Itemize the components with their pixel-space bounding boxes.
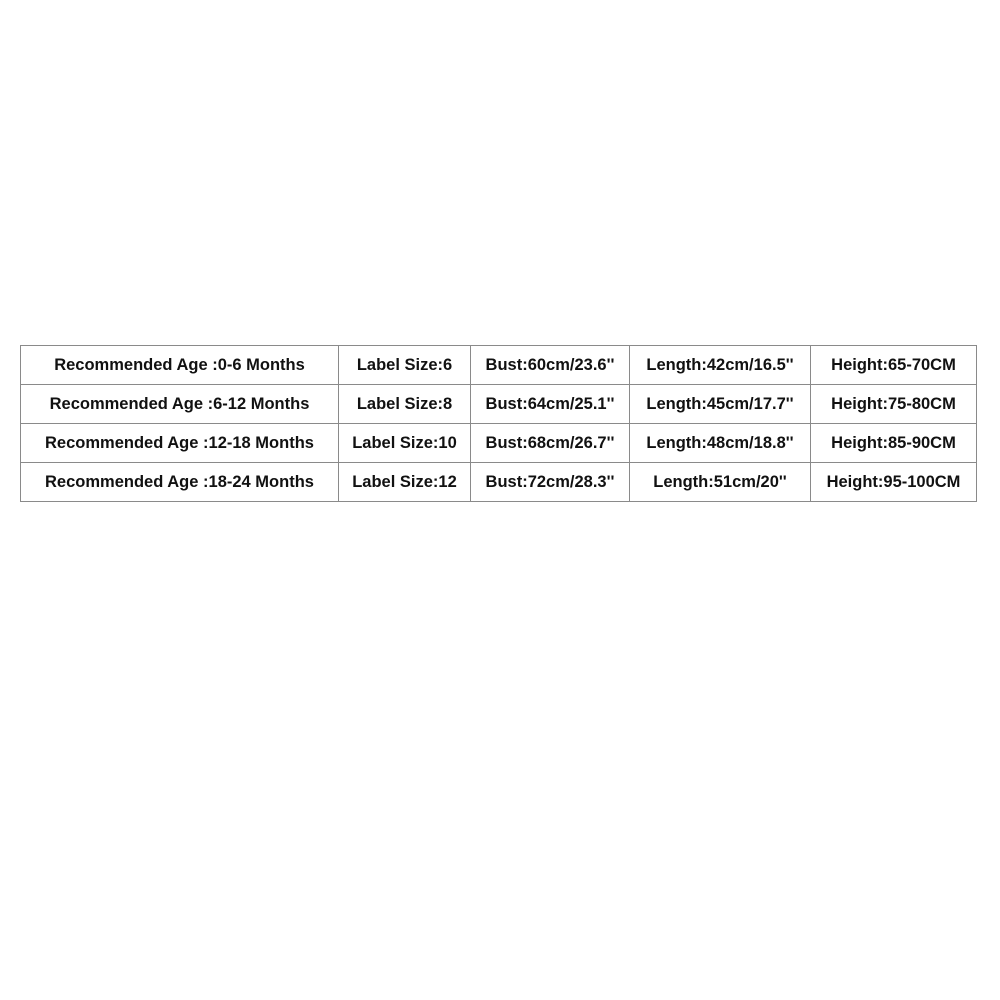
length-cell: Length:42cm/16.5'' <box>630 346 811 385</box>
bust-cell: Bust:72cm/28.3'' <box>471 463 630 502</box>
table-row <box>21 463 977 502</box>
table-row <box>21 424 977 463</box>
size-chart-table <box>20 345 977 502</box>
table-row <box>21 346 977 385</box>
bust-cell: Bust:64cm/25.1'' <box>471 385 630 424</box>
age-cell: Recommended Age :6-12 Months <box>21 385 339 424</box>
bust-cell: Bust:68cm/26.7'' <box>471 424 630 463</box>
label-size-cell: Label Size:12 <box>339 463 471 502</box>
age-cell: Recommended Age :12-18 Months <box>21 424 339 463</box>
age-cell: Recommended Age :0-6 Months <box>21 346 339 385</box>
length-cell: Length:45cm/17.7'' <box>630 385 811 424</box>
age-cell: Recommended Age :18-24 Months <box>21 463 339 502</box>
bust-cell: Bust:60cm/23.6'' <box>471 346 630 385</box>
table-row <box>21 385 977 424</box>
height-cell: Height:95-100CM <box>811 463 977 502</box>
height-cell: Height:75-80CM <box>811 385 977 424</box>
length-cell: Length:48cm/18.8'' <box>630 424 811 463</box>
height-cell: Height:85-90CM <box>811 424 977 463</box>
label-size-cell: Label Size:8 <box>339 385 471 424</box>
label-size-cell: Label Size:6 <box>339 346 471 385</box>
label-size-cell: Label Size:10 <box>339 424 471 463</box>
height-cell: Height:65-70CM <box>811 346 977 385</box>
length-cell: Length:51cm/20'' <box>630 463 811 502</box>
